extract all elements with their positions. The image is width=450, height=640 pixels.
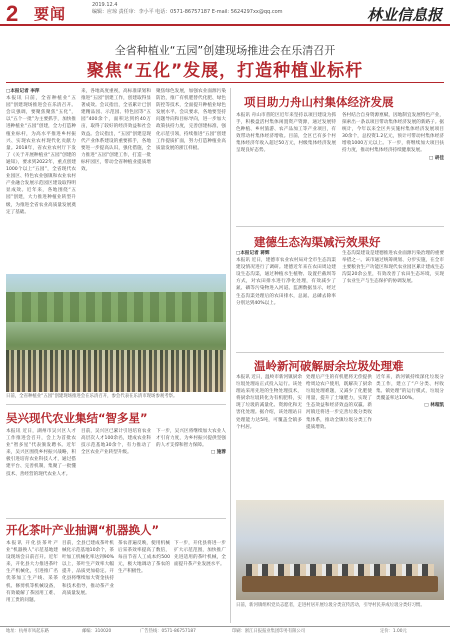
island-text-1: 本报讯 舟山市普陀区近年来坚持以项目建设为抓手，积极盘活村集体闲置资产资源，通过发展特色种植、乡村旅游、农产品加工等产业项目，有效带动村集体经济增收。目前，全区已有多个村集体经济年收入超过50万元，村级集体经济发展呈现良好态势。: [236, 113, 336, 154]
wu-top-rule: [6, 404, 226, 405]
tea-column-4: [174, 540, 226, 624]
footer-postcode: 邮编：310020: [82, 629, 112, 634]
newspaper-brand: 林业信息报: [366, 6, 442, 24]
section-name: 要闻: [34, 5, 67, 23]
lead-photo: [6, 274, 226, 392]
wu-text-2: 目前，吴兴区已累计引进培育农业高层次人才100余名，建成农业科技示范基地30余个，有力推动了全区农业产业转型升级。: [81, 429, 151, 456]
footer-price: 定价：1.00元: [380, 629, 407, 634]
page-footer: [0, 626, 450, 640]
eco-column-2: [342, 250, 444, 348]
editor-line: 编辑：应琼 责任审：李小平 电话：0571-86757187 E-mail: 5624297xx@qq.com: [92, 9, 283, 15]
issue-date: 2019.12.4: [92, 2, 118, 8]
warm-text-1: 本报讯 近日，温岭市新河镇厨余垃圾处理站正式投入运行。该处理站采用先进的生物处理技术，将厨余垃圾转化为有机肥料，实现了垃圾的减量化、资源化和无害化处理。据介绍，该处理站日处理能力达5吨，可覆盖全镇多个村居。: [236, 375, 302, 430]
eco-byline: □本报记者 蒋辉: [236, 251, 270, 256]
lead-headline: 聚焦“五化”发展，打造种植业标杆: [86, 61, 364, 81]
wu-column-1: [6, 428, 76, 516]
warm-column-1: [236, 374, 302, 496]
wu-byline: □ 施蓉: [210, 450, 226, 456]
eco-text-1: 本报讯 近日，建德市农业农村局对全市生态沟渠建设情况进行了调研。建德近年来在农田周边建设生态沟渠，通过种植水生植物、设置拦截坝等方式，对农田排水进行净化处理，有效减少了氮、磷等污染物进入河道。监测数据显示，经过生态沟渠处理后的农田排水，总氮、总磷去除率分别达到40%以上。: [236, 258, 336, 306]
tea-text-3: 茶农普遍反映，使用机械后采茶效率提高了数倍，每亩节省人工成本约500元，极大地调动了茶农的生产积极性。: [118, 541, 170, 575]
lead-rule: [6, 82, 444, 83]
warm-column-3: [376, 374, 444, 496]
lead-text-3: 聚焦绿色发展，加强农业面源污染防治，推广有机肥替代化肥、绿色防控等技术，全面提升种植业绿色发展水平。会议要求，各地要坚持问题导向和目标导向，进一步加大政策扶持力度，完善创建标准，强化示范引领，持续推进“五园”创建工作提质扩面，努力打造种植业高质量发展的浙江样板。: [156, 89, 226, 151]
warm-byline: □ 林超凯: [424, 403, 444, 409]
lead-text-1: 本报讯 日前，全省种植业“五园”创建现场推进会在乐清召开。会议强调，要聚焦聚焦“五化”，以“五个一批”为主要抓手，加快推进种植业“五园”创建，全力打造种植业标杆，为高水平推进乡村振兴、实现农业农村现代化贡献力量。2018年，省农业农村厅下发了《关于开展种植业“五园”创建的通知》，要求到2022年，重点创建1000个以上“五园”，全省现代农业园区、特色农业强镇和农业农村产业融合发展示范园区建设取得明显成效。近年来，各地围绕“五园”创建，大力推进种植业转型升级，为推进全省农业高质量发展奠定了基础。: [6, 96, 76, 215]
wu-text-1: 本报讯 近日，湖州市吴兴区人才工作推进会召开，会上为首批农业“智多星”代表颁发聘书。近年来，吴兴区围绕乡村振兴战略，积极引进培育农业科技人才，通过搭建平台、完善机制，集聚了一批懂技术、善经营的现代农业人才。: [6, 429, 76, 477]
warm-text-3: 近年来，新河镇持续深化垃圾分类工作，建立了“户分类、村收集、镇处理”的运行模式，垃圾分类覆盖率达100%。: [376, 375, 444, 402]
eco-headline: 建德生态沟渠减污效果好: [254, 235, 381, 249]
column-divider: [230, 88, 231, 623]
eco-column-1: [236, 250, 336, 348]
tea-column-3: [118, 540, 170, 624]
wu-text-3: 下一步，吴兴区将继续加大农业人才引育力度，为乡村振兴提供坚强的人才支撑和智力保障。: [156, 429, 226, 449]
wu-column-2: [81, 428, 151, 516]
footer-printer: 印刷：浙江日报报业集团印务有限公司: [232, 629, 306, 634]
lead-text-2: 来，各地高度重视，高标准谋划和推进“五园”创建工作，创建取得显著成效。会议指出，全省累计已创建精品园、示范园、特色园等“五园”400余个，面积达到约40万亩，取得了较好的经济效益和社会效益。会议指出，“五园”创建是现代产业体系建设的重要抓手，各地要进一步提高认识，强化措施，全力推进“五园”创建工作，打造一批标杆园区，带动全省种植业提质增效。: [81, 89, 151, 173]
lead-photo-caption: 日前，全省种植业“五园”创建现场推进会在乐清召开，参会代表在乐清市现场参观考察。: [6, 394, 178, 399]
photo-people: [6, 350, 226, 392]
warm-photo-caption: 日前，新河镇组织党员志愿者，走进村居开展垃圾分类宣传活动，引导村民养成垃圾分类好习惯。: [236, 603, 425, 608]
photo-trees: [6, 292, 226, 322]
island-column-1: [236, 112, 336, 222]
footer-address: 地址：杭州市凤起东路: [6, 629, 49, 634]
island-headline: 项目助力舟山村集体经济发展: [244, 95, 394, 109]
lead-column-2: [81, 88, 151, 270]
warm-text-2: 处理后产生的有机肥将无偿提供给周边农户使用，既解决了厨余垃圾处理难题，又减少了化肥使用量，提升了土壤肥力，实现了生态效益和经济效益的双赢。新河镇还将进一步完善垃圾分类收集体系，推动全镇垃圾分类工作提质增效。: [306, 375, 372, 430]
tea-column-2: [62, 540, 114, 624]
eco-rule: [236, 352, 444, 353]
lead-column-1: [6, 88, 76, 270]
photo-table: [242, 576, 438, 592]
tea-text-1: 本报讯 开化县茶叶产业“机器换人”示范基地建设现场会日前召开。近年来，开化县大力推进茶叶生产机械化，引进推广名优茶加工生产线、采茶机、修剪机等机械设备，有效破解了茶园用工难、用工贵的问题。: [6, 541, 58, 603]
wu-column-3: [156, 428, 226, 516]
island-column-2: [342, 112, 444, 222]
tea-text-4: 下一步，开化县将进一步扩大示范范围，加快推广先进适用的茶叶机械，全面提升茶产业发展水平。: [174, 541, 226, 568]
tea-top-rule: [6, 518, 226, 519]
warm-photo: [236, 500, 444, 600]
tea-text-2: 目前，全县已建成茶叶机械化示范基地10余个，茶叶加工机械化率达到90%以上，茶叶生产效率大幅提升，品质更加稳定。开化县将继续加大资金扶持和技术指导，推动茶产业高质量发展。: [62, 541, 114, 596]
island-byline: □ 胡佳: [428, 155, 444, 161]
masthead-meta: [92, 2, 283, 16]
wu-headline: 吴兴现代农业集结“智多星”: [6, 411, 148, 425]
lead-byline: □本报记者 李萍: [6, 89, 40, 94]
footer-ad-hotline: 广告热线：0571-86757187: [140, 629, 196, 634]
eco-text-2: 生态沟渠建设是建德推进农业面源污染治理的重要举措之一。该市通过统筹规划、分步实施，在全市主要粮食生产功能区和现代农业园区累计建成生态沟渠20余公里，有效改善了农田生态环境，实现了农业生产与生态保护的协调发展。: [342, 251, 444, 285]
warm-column-2: [306, 374, 372, 496]
tea-column-1: [6, 540, 58, 624]
masthead: [0, 0, 450, 26]
lead-kicker: 全省种植业“五园”创建现场推进会在乐清召开: [114, 44, 336, 57]
island-text-2: 各村结合自身资源禀赋，因地制宜发展特色产业，探索出一条以项目带动集体经济发展的新路子。据统计，今年以来全区共实施村集体经济发展项目30余个，总投资1.2亿元，预计可带动村集体经济增收1000万元以上。下一步，将继续加大项目扶持力度，推动村集体经济持续健康发展。: [342, 113, 444, 154]
warm-headline: 温岭新河破解厨余垃圾处理难: [254, 359, 404, 373]
tea-headline: 开化茶叶产业抽调“机器换人”: [6, 523, 160, 537]
page-number: 2: [6, 1, 19, 26]
island-rule: [236, 226, 444, 227]
lead-column-3: [156, 88, 226, 270]
